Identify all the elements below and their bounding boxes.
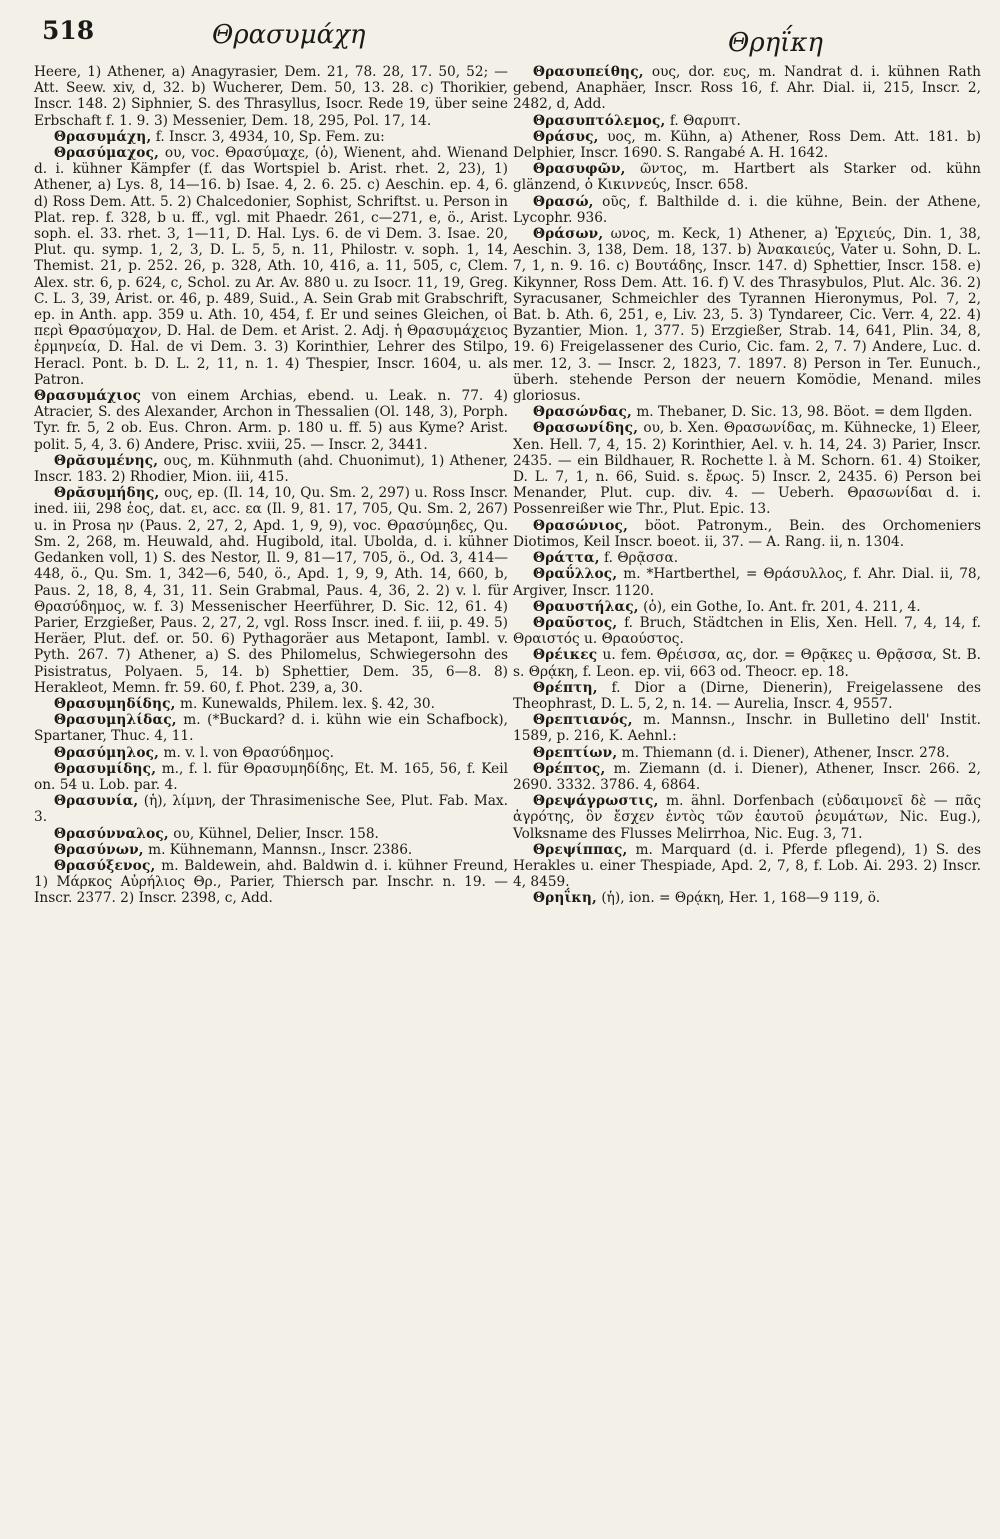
entry-headword: Θρεψάγρωστις, [533, 793, 659, 810]
dictionary-entry: Θρεψάγρωστις, m. ähnl. Dorfenbach (εὐδαιμονεῖ δὲ — πᾶς ἀγρότης, ὃν ἔσχεν ἐντὸς τῶν ἑαυτοῦ ῥευμάτων, Nic. Eug.), Volksname des Flusses Melirrhoa, Nic. Eug. 3, 71. [513, 793, 981, 842]
dictionary-entry: Θραυστήλας, (ὁ), ein Gothe, Io. Ant. fr. 201, 4. 211, 4. [533, 598, 921, 615]
dictionary-entry: Θρασώνδας, m. Thebaner, D. Sic. 13, 98. Böot. = dem Ilgden. [533, 404, 973, 421]
dictionary-entry: Θρεπτιανός, m. Mannsn., Inschr. in Bulletino dell' Instit. 1589, p. 216, K. Aehnl.: [513, 712, 981, 745]
entry-headword: Θρέπτος, [533, 760, 606, 777]
entry-headword: Θρασύνναλος, [54, 825, 169, 842]
entry-headword: Θραυστήλας, [533, 598, 639, 615]
dictionary-entry: Θράσυς, υος, m. Kühn, a) Athener, Ross Dem. Att. 181. b) Delphier, Inscr. 1690. S. Rangabé A. H. 1642. [513, 128, 981, 162]
dictionary-entry: Heere, 1) Athener, a) Anagyrasier, Dem. 21, 78. 28, 17. 50, 52; — Att. Seew. xiv, d, 32. b) Wucherer, Dem. 50, 13. 28. c) Thorikier, Inscr. 148. 2) Siphnier, S. des Thrasyllus, Isocr. Rede 19, über seine Erbschaft f. 1. 9. 3) Messenier, Dem. 18, 295, Pol. 17, 14. [34, 64, 508, 129]
dictionary-entry: Θρασύνναλος, ου, Kühnel, Delier, Inscr. 158. [54, 825, 379, 842]
dictionary-entry: Θρᾰσυμήδης, ους, ep. (Il. 14, 10, Qu. Sm. 2, 297) u. Ross Inscr. ined. iii, 298 ἑος, dat. ει, acc. εα (Il. 9, 81. 17, 705, Qu. Sm. 2, 267) u. in Prosa ην (Paus. 2, 27, 2, Apd. 1, 9, 9), voc. Θρασύμηδες, Qu. Sm. 2, 268, m. Heuwald, ahd. Hugibold, ital. Ubolda, d. i. kühner Gedanken voll, 1) S. des Nestor, Il. 9, 81—17, 705, ö., Od. 3, 414—448, ö., Qu. Sm. 1, 342—6, 540, ö., Apd. 1, 9, 9, Ath. 14, 660, b, Paus. 2, 18, 8, 4, 31, 11. Sein Grabmal, Paus. 4, 36, 2. 2) v. l. für Θρασύδημος, w. f. 3) Messenischer Heerführer, D. Sic. 12, 61. 4) Parier, Erzgießer, Paus. 2, 27, 2, vgl. Ross Inscr. ined. f. iii, p. 49. 5) Heräer, Plut. def. or. 50. 6) Pythagoräer aus Metapont, Iambl. v. Pyth. 267. 7) Athener, a) S. des Philomelus, Schwiegersohn des Pisistratus, Polyaen. 5, 14. b) Sphettier, Dem. 35, 6—8. 8) Herakleot, Memn. fr. 59. 60, f. Phot. 239, a, 30. [34, 485, 508, 696]
dictionary-entry: Θρασύξενος, m. Baldewein, ahd. Baldwin d. i. kühner Freund, 1) Μάρκος Αὐρήλιος Θρ., Parier, Thiersch par. Inschr. n. 19. — Inscr. 2377. 2) Inscr. 2398, c, Add. [34, 857, 508, 907]
dictionary-entry: Θρασυπτόλεμος, f. Θαρυπτ. [533, 112, 741, 129]
dictionary-entry: Θράττα, f. Θρᾷσσα. [533, 550, 679, 567]
dictionary-entry: Θρεπτίων, m. Thiemann (d. i. Diener), Athener, Inscr. 278. [533, 744, 950, 761]
dictionary-entry: Θρασυπείθης, ους, dor. ευς, m. Nandrat d. i. kühnen Rath gebend, Anaphäer, Inscr. Ross 16, f. Ahr. Dial. ii, 215, Inscr. 2, 2482, d, Add. [513, 64, 981, 113]
dictionary-entry: Θρέπτη, f. Dior a (Dirne, Dienerin), Freigelassene des Theophrast, D. L. 5, 2, n. 14. — Aurelia, Inscr. 4, 9557. [513, 679, 981, 712]
dictionary-entry: Θρασύμαχος, ου, voc. Θρασύμαχε, (ὁ), Wienent, ahd. Wienand d. i. kühner Kämpfer (f. das Wortspiel b. Arist. rhet. 2, 23), 1) Athener, a) Lys. 8, 14—16. b) Isae. 4, 2. 6. 25. c) Aeschin. ep. 4, 6. d) Ross Dem. Att. 5. 2) Chalcedonier, Sophist, Schriftst. u. Person in Plat. rep. f. 328, b u. ff., vgl. mit Phaedr. 261, c—271, e, ö., Arist. soph. el. 33. rhet. 3, 1—11, D. Hal. Lys. 6. de vi Dem. 3. Isae. 20, Plut. qu. symp. 1, 2, 3, D. L. 5, 5, n. 11, Philostr. v. soph. 1, 14, Themist. 21, p. 252. 26, p. 328, Ath. 10, 416, a. 11, 505, c, Clem. Alex. str. 6, p. 624, c, Schol. zu Ar. Av. 880 u. zu Isocr. 11, 19, Greg. C. L. 3, 39, Arist. or. 46, p. 489, Suid., A. Sein Grab mit Grabschrift, ep. in Anth. app. 359 u. Ath. 10, 454, f. Er und seines Gleichen, οἱ περὶ Θρασύμαχον, D. Hal. de Dem. et Arist. 2. Adj. ἡ Θρασυμάχειος ἑρμηνεία, D. Hal. de vi Dem. 3. 3) Korinthier, Lehrer des Stilpo, Heracl. Pont. b. D. L. 2, 11, n. 1. 4) Thespier, Inscr. 1604, u. als Patron. [34, 145, 509, 388]
dictionary-entry: Θρασωνίδης, ου, b. Xen. Θρασωνίδας, m. Kühnecke, 1) Eleer, Xen. Hell. 7, 4, 15. 2) Korinthier, Ael. v. h. 14, 24. 3) Parier, Inscr. 2435. — ein Bildhauer, R. Rochette l. à M. Schorn. 61. 4) Stoiker, D. L. 7, 1, n. 66, Suid. s. ἔρως. 5) Inscr. 2, 2435. 6) Person bei Menander, Plut. cup. div. 4. — Ueberh. Θρασωνίδαι d. i. Possenreißer wie Thr., Plut. Epic. 13. [513, 420, 981, 518]
entry-headword: Θρασυμηδίδης, [54, 695, 176, 712]
entry-headword: Θρασυπτόλεμος, [533, 112, 666, 129]
left-running-head: Θρασυμάχη [212, 20, 366, 50]
entry-headword: Θραΰλλος, [533, 566, 618, 583]
entry-headword: Θρασύμαχος, [54, 145, 160, 162]
entry-headword: Θρεψίππας, [533, 841, 628, 858]
entry-headword: Θρασυνία, [54, 793, 139, 810]
entry-headword: Θρηΐκη, [533, 890, 597, 907]
left-column [34, 64, 508, 907]
dictionary-entry: Θρασυμάχιος von einem Archias, ebend. u. Leak. n. 77. 4) Atracier, S. des Alexander, Archon in Thessalien (Ol. 148, 3), Porph. Tyr. fr. 5, 2 ob. Eus. Chron. Arm. p. 180 u. ff. 5) aus Kyme? Arist. polit. 5, 4, 3. 6) Andere, Prisc. xviii, 25. — Inscr. 2, 3441. [34, 388, 508, 453]
entry-headword: Θρασυφῶν, [533, 161, 626, 178]
dictionary-entry: Θρασυμίδης, m., f. l. für Θρασυμηδίδης, Et. M. 165, 56, f. Keil on. 54 u. Lob. par. 4. [34, 760, 508, 793]
entry-headword: Θρεπτίων, [533, 744, 618, 761]
dictionary-entry: Θράσων, ωνος, m. Keck, 1) Athener, a) Ἑρχιεύς, Din. 1, 38, Aeschin. 3, 138, Dem. 18, 137. b) Ἀνακαιεύς, Vater u. Sohn, D. L. 7, 1, n. 9. 16. c) Βουτάδης, Inscr. 147. d) Sphettier, Inscr. 158. e) Kikynner, Ross Dem. Att. 16. f) V. des Thrasybulos, Plut. Alc. 36. 2) Syracusaner, Schmeichler des Tyrannen Hieronymus, Pol. 7, 2, Bat. b. Ath. 6, 251, e, Liv. 23, 5. 3) Tyndareer, Cic. Verr. 4, 22. 4) Byzantier, Mion. 1, 377. 5) Erzgießer, Strab. 14, 641, Plin. 34, 8, 19. 6) Freigelassener des Curio, Cic. fam. 2, 7. 7) Andere, Luc. d. mer. 12, 3. — Inscr. 2, 1823, 7. 1897. 8) Person in Ter. Eunuch., überh. stehende Person der neuern Komödie, Menand. miles gloriosus. [513, 226, 982, 405]
entry-headword: Θράσων, [533, 226, 604, 243]
entry-headword: Θρασυμηλίδας, [54, 712, 177, 729]
dictionary-entry: Θρασυμηλίδας, m. (*Buckard? d. i. kühn wie ein Schafbock), Spartaner, Thuc. 4, 11. [34, 712, 508, 745]
dictionary-entry: Θρασώνιος, böot. Patronym., Bein. des Orchomeniers Diotimos, Keil Inscr. boeot. ii, 37. — A. Rang. ii, n. 1304. [513, 517, 981, 550]
entry-headword: Θρασύνων, [54, 841, 144, 858]
dictionary-entry: Θραΰλλος, m. *Hartberthel, = Θράσυλλος, f. Ahr. Dial. ii, 78, Argiver, Inscr. 1120. [513, 566, 981, 599]
dictionary-entry: Θρηΐκη, (ἡ), ion. = Θρᾴκη, Her. 1, 168—9 119, ö. [533, 890, 881, 907]
page-number: 518 [42, 16, 95, 45]
dictionary-entry: Θρασύνων, m. Kühnemann, Mannsn., Inscr. 2386. [54, 841, 413, 858]
dictionary-entry: Θρασυμηδίδης, m. Kunewalds, Philem. lex. §. 42, 30. [54, 695, 435, 712]
entry-headword: Θρᾰσυμένης, [54, 452, 159, 469]
dictionary-entry: Θρασυφῶν, ῶντος, m. Hartbert als Starker od. kühn glänzend, ὁ Κικιννεύς, Inscr. 658. [513, 161, 981, 194]
entry-headword: Θρέικες [533, 647, 598, 664]
dictionary-entry: Θρᾰσυμένης, ους, m. Kühnmuth (ahd. Chuonimut), 1) Athener, Inscr. 183. 2) Rhodier, Mion. iii, 415. [34, 452, 509, 486]
entry-headword: Θρασυμίδης, [54, 760, 157, 777]
entry-headword: Θρασωνίδης, [533, 420, 639, 437]
right-running-head: Θρηΐκη [728, 28, 823, 58]
page-header [0, 8, 1000, 58]
dictionary-entry: Θρέικες u. fem. Θρέισσα, ας, dor. = Θρᾷκες u. Θρᾷσσα, St. B. s. Θρᾴκη, f. Leon. ep. vii, 663 od. Theocr. ep. 18. [513, 647, 981, 680]
entry-headword: Θρασυπείθης, [533, 64, 644, 80]
entry-headword: Θρασυμάχιος [34, 388, 141, 405]
dictionary-entry: Θρεψίππας, m. Marquard (d. i. Pferde pflegend), 1) S. des Herakles u. einer Thespiade, Apd. 2, 7, 8, f. Lob. Ai. 293. 2) Inscr. 4, 8459. [513, 841, 981, 891]
dictionary-entry: Θρέπτος, m. Ziemann (d. i. Diener), Athener, Inscr. 266. 2, 2690. 3332. 3786. 4, 6864. [513, 760, 981, 793]
right-column [513, 64, 981, 907]
dictionary-entry: Θρασύμηλος, m. v. l. von Θρασύδημος. [54, 744, 334, 761]
entry-headword: Θρασύξενος, [54, 857, 156, 874]
dictionary-entry: Θρασυνία, (ἡ), λίμνη, der Thrasimenische See, Plut. Fab. Max. 3. [34, 793, 508, 826]
entry-headword: Θράσυς, [533, 128, 599, 145]
entry-headword: Θρασύμηλος, [54, 744, 160, 761]
entry-headword: Θρασυμάχη, [54, 128, 152, 145]
entry-headword: Θραῦστος, [533, 614, 618, 631]
entry-headword: Θρᾰσυμήδης, [54, 485, 160, 502]
entry-headword: Θράττα, [533, 550, 600, 567]
entry-headword: Θρεπτιανός, [533, 712, 633, 729]
entry-headword: Θρασώνδας, [533, 404, 632, 421]
dictionary-entry: Θρασυμάχη, f. Inscr. 3, 4934, 10, Sp. Fem. zu: [54, 128, 385, 145]
dictionary-entry: Θραῦστος, f. Bruch, Städtchen in Elis, Xen. Hell. 7, 4, 14, f. Θραιστός u. Θραούστος. [513, 614, 981, 648]
entry-headword: Θρέπτη, [533, 679, 598, 696]
dictionary-entry: Θρασώ, οῦς, f. Balthilde d. i. die kühne, Bein. der Athene, Lycophr. 936. [513, 193, 981, 226]
entry-headword: Θρασώ, [533, 193, 594, 210]
entry-headword: Θρασώνιος, [533, 517, 629, 534]
